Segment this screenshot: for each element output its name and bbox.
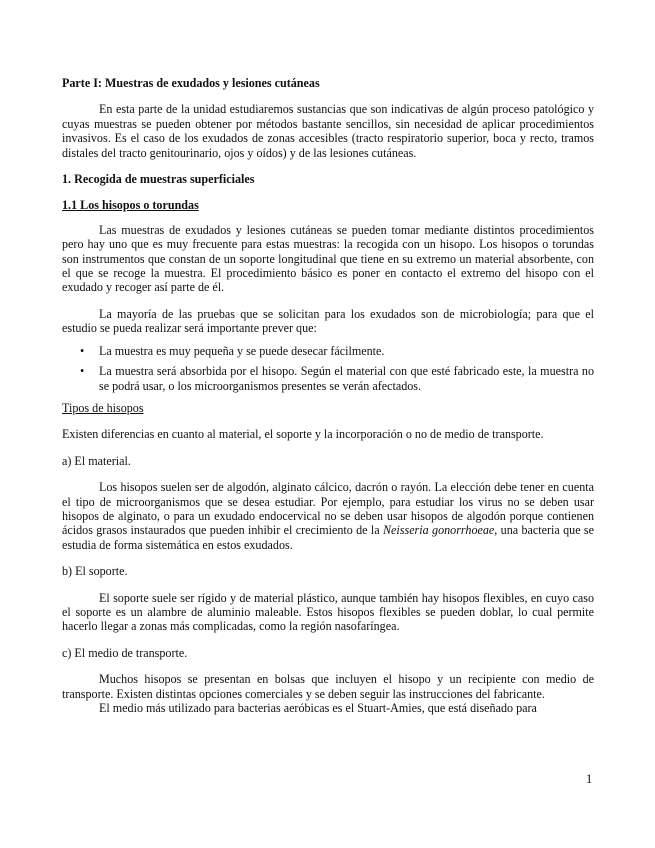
soporte-label: b) El soporte. — [62, 564, 128, 579]
section-1-1-heading: 1.1 Los hisopos o torundas — [62, 198, 199, 213]
medio-label: c) El medio de transporte. — [62, 645, 188, 660]
soporte-paragraph: El soporte suele ser rígido y de material plástico, aunque también hay hisopos flexibles, en cuyo caso el soporte es un alambre de aluminio maleable. Estos hisopos flexibles se pueden doblar, lo cual permite hacerlo llegar a zonas más complicadas, como la región nasofaríngea. — [62, 590, 594, 634]
list-item-text: La muestra es muy pequeña y se puede desecar fácilmente. — [99, 343, 385, 358]
material-label: a) El material. — [62, 453, 131, 468]
list-item — [62, 364, 594, 393]
bullet-list — [62, 344, 594, 393]
page-number: 1 — [586, 772, 593, 786]
bullet-icon: • — [80, 364, 85, 379]
list-item — [62, 344, 594, 358]
types-intro: Existen diferencias en cuanto al material, el soporte y la incorporación o no de medio de transporte. — [62, 427, 544, 442]
list-item-text: La muestra será absorbida por el hisopo. Según el material con que esté fabricado este, la muestra no se podrá usar, o los microorganismos presentes se verán afectados. — [99, 364, 594, 393]
medio-paragraph: Muchos hisopos se presentan en bolsas que incluyen el hisopo y un recipiente con medio de transporte. Existen distintas opciones comerciales y se deben seguir las instrucciones del fabricante. — [62, 672, 594, 701]
material-paragraph — [62, 480, 594, 552]
medio-paragraph-2: El medio más utilizado para bacterias aeróbicas es el Stuart-Amies, que está diseñado para — [99, 701, 537, 715]
species-name: Neisseria gonorrhoeae — [382, 523, 495, 538]
microbiologia-paragraph: La mayoría de las pruebas que se solicitan para los exudados son de microbiología; para que el estudio se pueda realizar será importante prever que: — [62, 306, 594, 336]
types-heading: Tipos de hisopos — [62, 400, 144, 415]
document-page — [62, 76, 594, 715]
intro-paragraph: En esta parte de la unidad estudiaremos sustancias que son indicativas de algún proceso patológico y cuyas muestras se pueden obtener por métodos bastante sencillos, sin necesidad de aplicar procedimientos invasivos. Es el caso de los exudados de zonas accesibles (tracto respiratorio superior, boca y recto, tramos distales del tracto genitourinario, ojos y oídos) y de las lesiones cutáneas. — [62, 102, 594, 160]
hisopos-paragraph: Las muestras de exudados y lesiones cutáneas se pueden tomar mediante distintos procedimientos pero hay uno que es muy frecuente para estas muestras: la recogida con un hisopo. Los hisopos o torundas son instrumentos que constan de un soporte longitudinal que tiene en su extremo un material absorbente, con el que se recoge la muestra. El procedimiento básico es poner en contacto el extremo del hisopo con el exudado y recoger así parte de él. — [62, 222, 594, 295]
bullet-icon: • — [80, 343, 85, 358]
material-text: Los hisopos suelen ser de algodón, alginato cálcico, dacrón o rayón. La elección debe tener en cuenta el tipo de microorganismos que se desea estudiar. Por ejemplo, para estudiar los virus no se deben usar hisopos de alginato, o para un exudado endocervical no se deben usar hisopos de algodón porque contienen ácidos grasos instaurados que pueden inhibir el crecimiento de la — [62, 480, 594, 538]
part-title: Parte I: Muestras de exudados y lesiones cutáneas — [62, 76, 320, 90]
material-text-end: , una bacteria que se estudia de forma sistemática en estos exudados. — [62, 523, 594, 552]
section-1-heading: 1. Recogida de muestras superficiales — [62, 172, 255, 187]
